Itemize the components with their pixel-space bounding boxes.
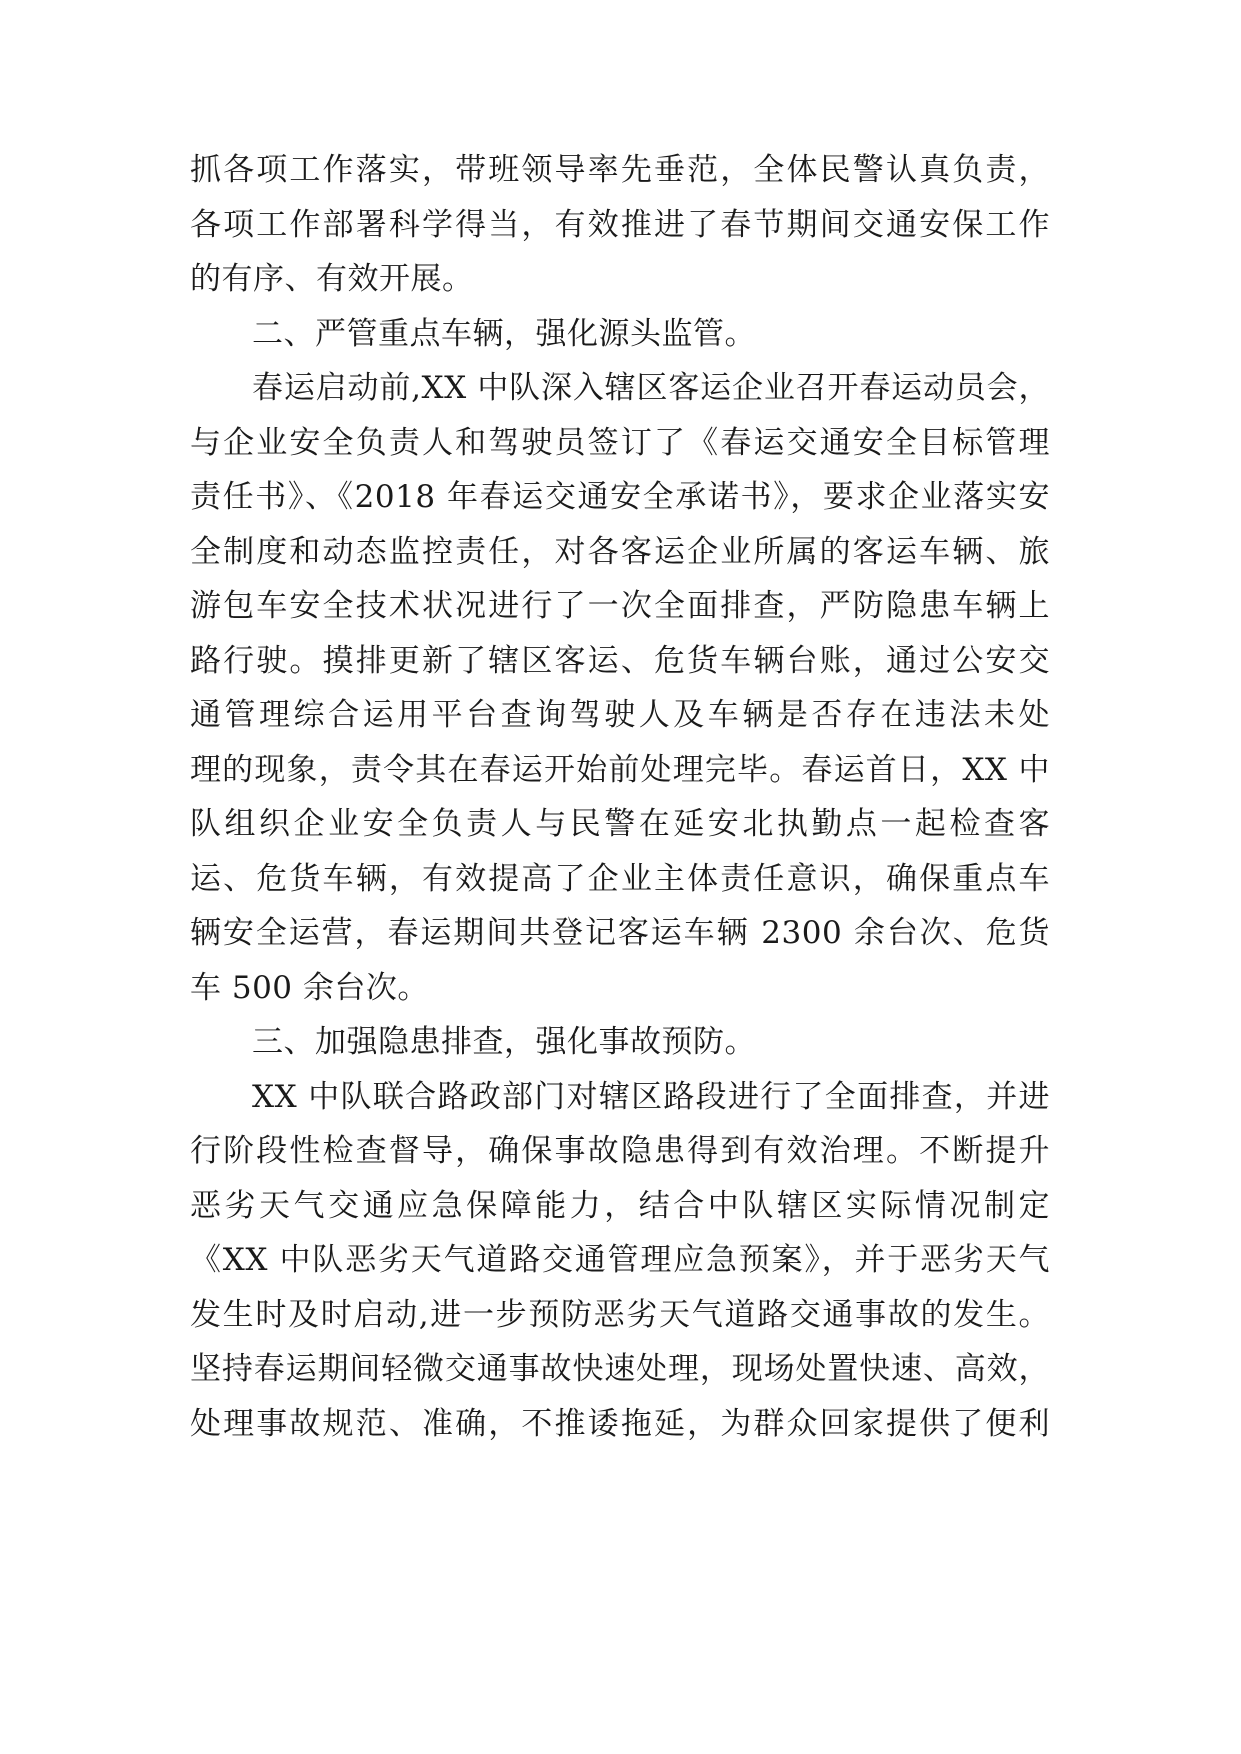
text-line: 抓各项工作落实，带班领导率先垂范，全体民警认真负责，: [190, 152, 1050, 188]
text-line: 处理事故规范、准确，不推诿拖延，为群众回家提供了便利: [190, 1406, 1050, 1442]
text-line: 辆安全运营，春运期间共登记客运车辆 2300 余台次、危货: [190, 915, 1050, 951]
text-line: 车 500 余台次。: [190, 970, 429, 1006]
text-line: 行阶段性检查督导，确保事故隐患得到有效治理。不断提升: [190, 1133, 1050, 1169]
text-line: 队组织企业安全负责人与民警在延安北执勤点一起检查客: [190, 806, 1050, 842]
text-line: 坚持春运期间轻微交通事故快速处理，现场处置快速、高效，: [190, 1351, 1050, 1387]
section-heading: 二、严管重点车辆，强化源头监管。: [252, 316, 756, 352]
text-line: 全制度和动态监控责任，对各客运企业所属的客运车辆、旅: [190, 534, 1050, 570]
text-line: XX 中队联合路政部门对辖区路段进行了全面排查，并进: [252, 1079, 1050, 1115]
text-line: 运、危货车辆，有效提高了企业主体责任意识，确保重点车: [190, 861, 1050, 897]
text-line: 通管理综合运用平台查询驾驶人及车辆是否存在违法未处: [190, 697, 1050, 733]
text-line: 恶劣天气交通应急保障能力，结合中队辖区实际情况制定: [190, 1188, 1050, 1224]
text-line: 游包车安全技术状况进行了一次全面排查，严防隐患车辆上: [190, 588, 1050, 624]
text-line: 发生时及时启动,进一步预防恶劣天气道路交通事故的发生。: [190, 1297, 1050, 1333]
text-line: 理的现象，责令其在春运开始前处理完毕。春运首日，XX 中: [190, 752, 1050, 788]
text-line: 春运启动前,XX 中队深入辖区客运企业召开春运动员会，: [252, 370, 1050, 406]
text-line: 的有序、有效开展。: [190, 261, 474, 297]
text-line: 路行驶。摸排更新了辖区客运、危货车辆台账，通过公安交: [190, 643, 1050, 679]
text-line: 与企业安全负责人和驾驶员签订了《春运交通安全目标管理: [190, 425, 1050, 461]
text-line: 各项工作部署科学得当，有效推进了春节期间交通安保工作: [190, 207, 1050, 243]
text-line: 《XX 中队恶劣天气道路交通管理应急预案》，并于恶劣天气: [190, 1242, 1050, 1278]
text-line: 责任书》、《2018 年春运交通安全承诺书》，要求企业落实安: [190, 479, 1050, 515]
section-heading: 三、加强隐患排查，强化事故预防。: [252, 1024, 756, 1060]
